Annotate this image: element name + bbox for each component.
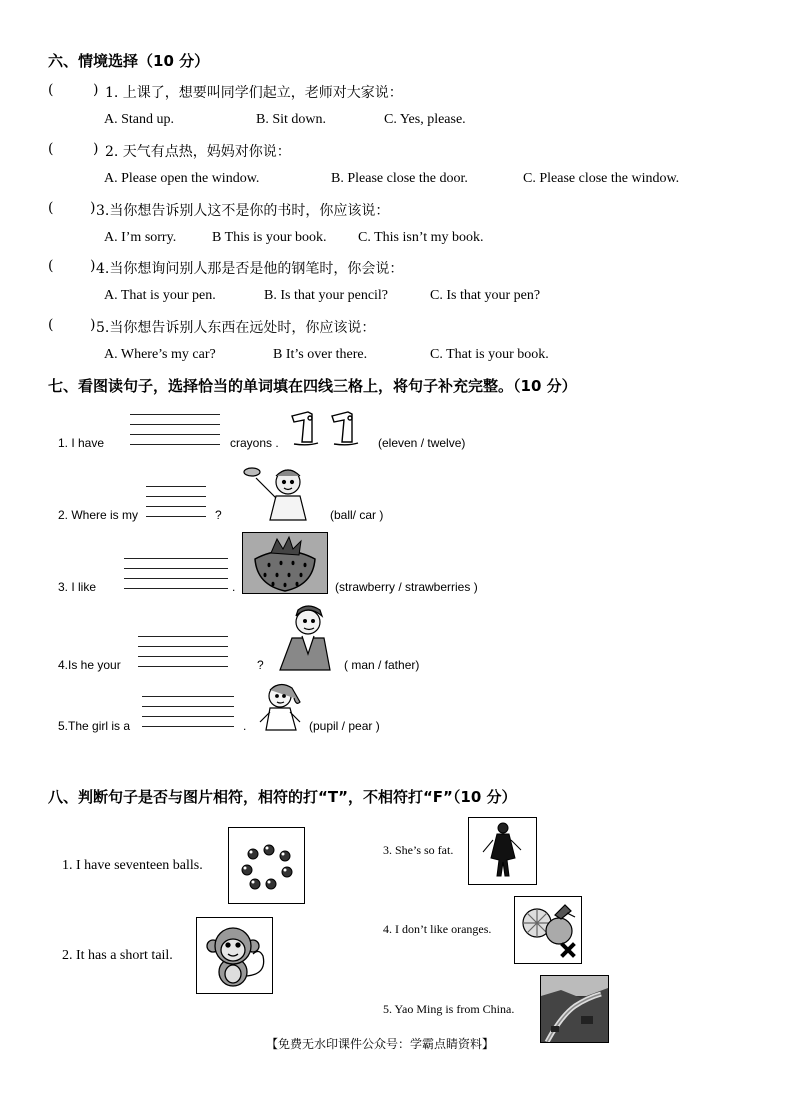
man-picture xyxy=(272,604,336,672)
option-a: A. I’m sorry. xyxy=(104,230,177,245)
option-b: B. Is that your pencil? xyxy=(264,288,389,303)
great-wall-icon xyxy=(541,976,608,1042)
four-line-grid[interactable] xyxy=(146,486,206,516)
option-c: C. That is your book. xyxy=(430,347,549,362)
question-stem: 4.当你想询问别人那是否是他的钢笔时，你会说： xyxy=(96,261,404,277)
option-b: B. Sit down. xyxy=(256,112,327,127)
sentence-start: 4.Is he your xyxy=(58,658,121,672)
answer-paren-open[interactable]: ( xyxy=(48,258,54,274)
section6-title: 六、情境选择（10 分） xyxy=(48,52,210,70)
question-stem: 5.当你想告诉别人东西在远处时，你应该说： xyxy=(96,320,376,336)
option-c: C. Please close the window. xyxy=(523,171,680,186)
section7-title: 七、看图读句子，选择恰当的单词填在四线三格上，将句子补充完整。（10 分） xyxy=(48,377,577,395)
option-c: C. This isn’t my book. xyxy=(358,230,484,245)
statement: 3. She’s so fat. xyxy=(383,843,454,857)
word-choices: ( man / father) xyxy=(344,658,420,672)
question-stem: 3.当你想告诉别人这不是你的书时，你应该说： xyxy=(96,203,390,219)
strawberry-picture-frame xyxy=(242,532,328,594)
strawberry-icon xyxy=(243,533,327,593)
sentence-start: 3. I like xyxy=(58,580,97,594)
option-a: A. That is your pen. xyxy=(104,288,216,303)
answer-paren-open[interactable]: ( xyxy=(48,200,54,216)
word-choices: (ball/ car ) xyxy=(330,508,384,522)
sentence-end: crayons . xyxy=(230,436,279,450)
option-b: B This is your book. xyxy=(212,230,327,245)
word-choices: (eleven / twelve) xyxy=(378,436,466,450)
great-wall-picture-frame[interactable] xyxy=(540,975,609,1043)
sentence-start: 5.The girl is a xyxy=(58,719,131,733)
option-b: B It’s over there. xyxy=(273,347,368,362)
oranges-picture-frame[interactable] xyxy=(514,896,582,964)
sentence-start: 1. I have xyxy=(58,436,105,450)
number-eleven-picture xyxy=(288,408,368,448)
word-choices: (pupil / pear ) xyxy=(309,719,380,733)
balls-icon xyxy=(229,828,304,903)
question-stem: 2. 天气有点热，妈妈对你说： xyxy=(105,144,291,160)
answer-paren-close: ) xyxy=(90,317,96,333)
statement: 5. Yao Ming is from China. xyxy=(383,1002,515,1016)
four-line-grid[interactable] xyxy=(130,414,220,444)
sentence-end: . xyxy=(243,719,247,733)
statement: 2. It has a short tail. xyxy=(62,948,173,963)
monkey-picture-frame[interactable] xyxy=(196,917,273,994)
sentence-start: 2. Where is my xyxy=(58,508,139,522)
girl-picture xyxy=(256,678,306,732)
woman-picture-frame[interactable] xyxy=(468,817,537,885)
monkey-icon xyxy=(197,918,272,993)
answer-paren-close: ) xyxy=(93,82,99,98)
sentence-end: ? xyxy=(215,508,222,522)
option-a: A. Where’s my car? xyxy=(104,347,216,362)
four-line-grid[interactable] xyxy=(124,558,228,588)
answer-paren-close: ) xyxy=(90,258,96,274)
option-a: A. Stand up. xyxy=(104,112,174,127)
boy-picture xyxy=(240,460,320,522)
answer-paren-open[interactable]: ( xyxy=(48,141,54,157)
statement: 1. I have seventeen balls. xyxy=(62,858,203,873)
four-line-grid[interactable] xyxy=(142,696,234,726)
answer-paren-close: ) xyxy=(90,200,96,216)
section8-title: 八、判断句子是否与图片相符，相符的打“T”，不相符打“F”（10 分） xyxy=(48,788,517,806)
option-c: C. Is that your pen? xyxy=(430,288,541,303)
sentence-end: ? xyxy=(257,658,264,672)
option-c: C. Yes, please. xyxy=(384,112,466,127)
four-line-grid[interactable] xyxy=(138,636,228,666)
balls-picture-frame[interactable] xyxy=(228,827,305,904)
answer-paren-open[interactable]: ( xyxy=(48,317,54,333)
option-a: A. Please open the window. xyxy=(104,171,260,186)
oranges-icon xyxy=(515,897,581,963)
sentence-end: . xyxy=(232,580,236,594)
answer-paren-open[interactable]: ( xyxy=(48,82,54,98)
footer-text: 【免费无水印课件公众号：学霸点睛资料】 xyxy=(266,1037,495,1051)
slim-woman-icon xyxy=(469,818,536,884)
statement: 4. I don’t like oranges. xyxy=(383,922,492,936)
option-b: B. Please close the door. xyxy=(331,171,468,186)
answer-paren-close: ) xyxy=(93,141,99,157)
word-choices: (strawberry / strawberries ) xyxy=(335,580,478,594)
question-stem: 1. 上课了，想要叫同学们起立，老师对大家说： xyxy=(105,85,403,101)
